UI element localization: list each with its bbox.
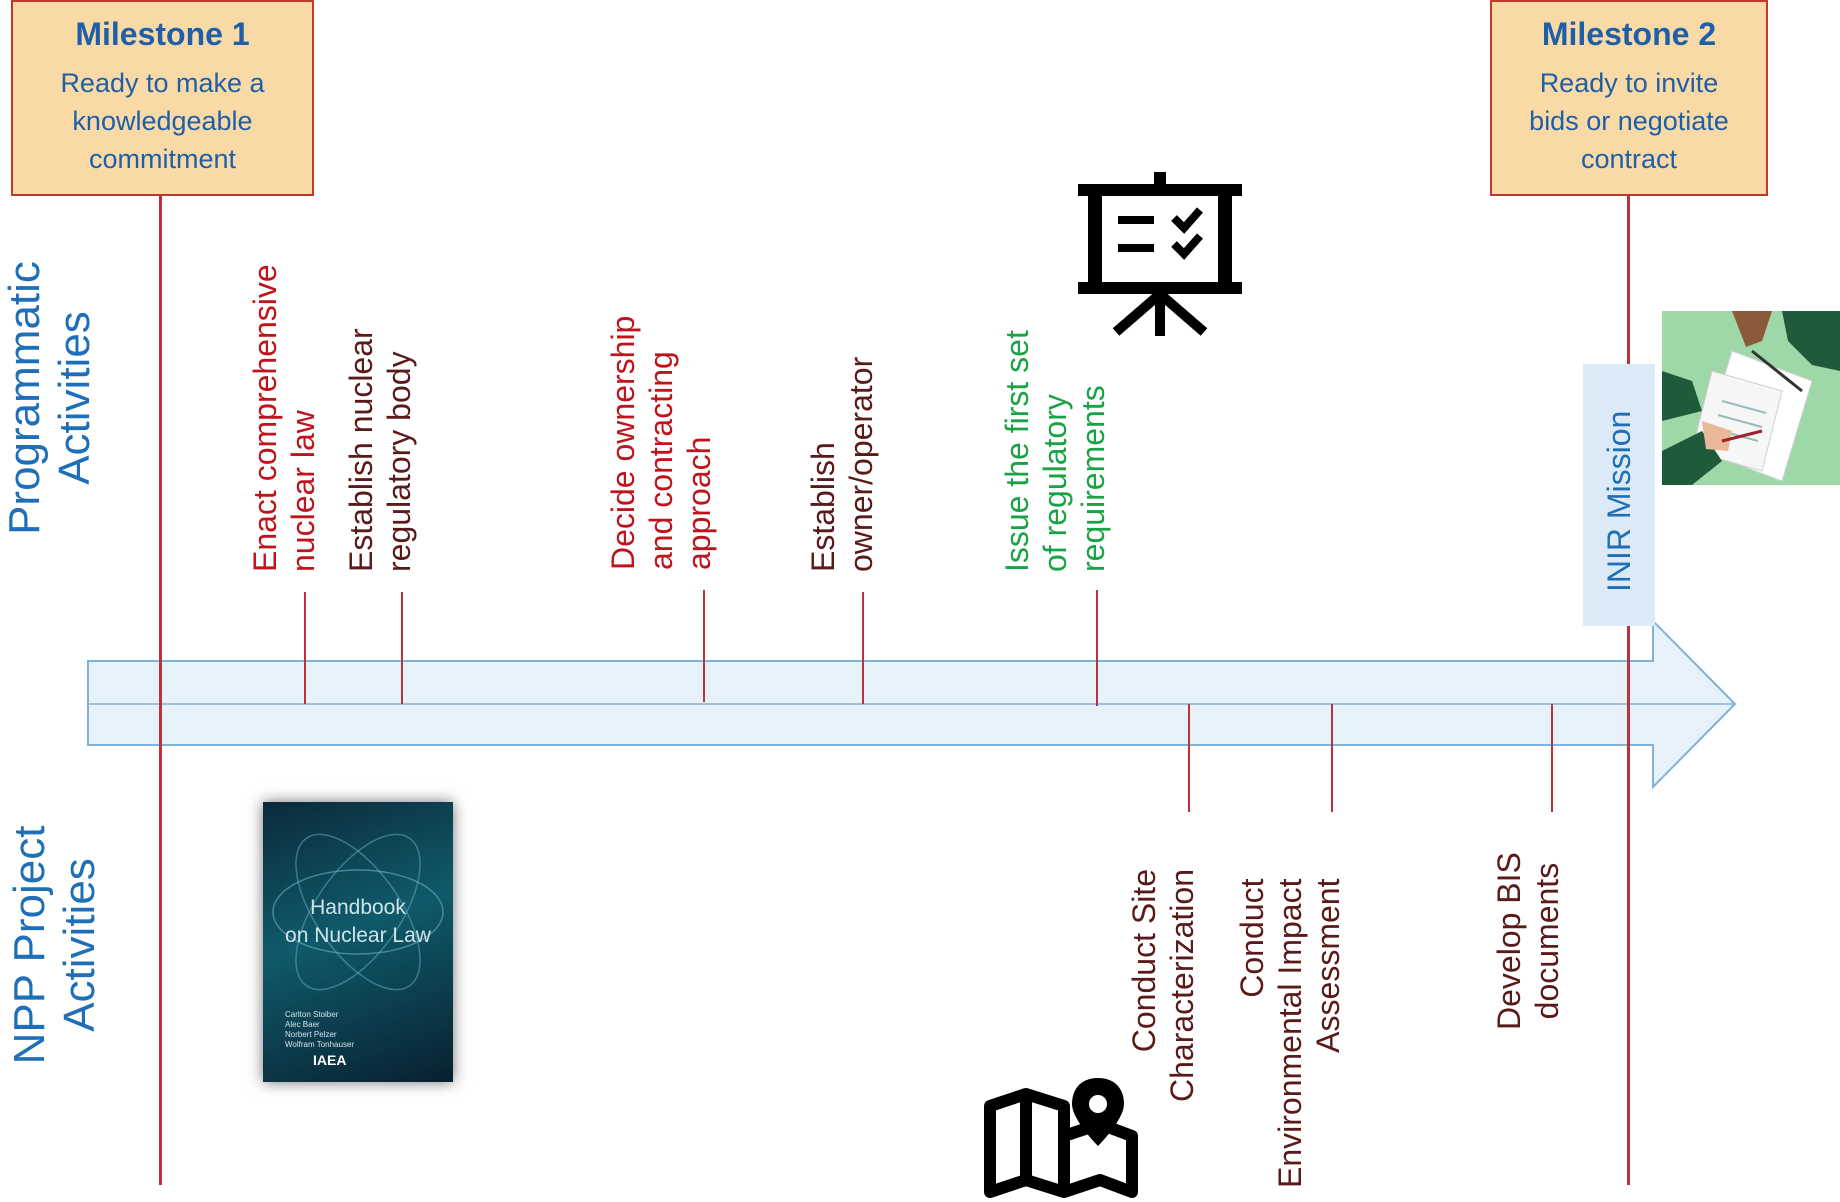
presentation-checklist-icon	[1074, 172, 1246, 340]
activity-label-line: Assessment	[1310, 878, 1346, 1053]
map-pin-icon	[980, 1072, 1142, 1202]
book-author: Alec Baer	[285, 1020, 320, 1029]
section-label-line: Activities	[50, 311, 99, 485]
book-title-line: on Nuclear Law	[285, 924, 431, 947]
activity-label-line: nuclear law	[285, 410, 321, 572]
milestone-2-box	[1490, 0, 1768, 196]
activity-tick	[1188, 704, 1190, 812]
contract-signing-image	[1662, 311, 1840, 485]
activity-tick	[401, 592, 403, 704]
contract-graphic	[1662, 311, 1840, 485]
book-author: Carlton Stoiber	[285, 1010, 339, 1019]
activity-label-line: Decide ownership	[605, 315, 641, 570]
book-publisher: IAEA	[313, 1052, 347, 1068]
milestone-1-line	[159, 195, 162, 1185]
activity-tick	[1551, 704, 1553, 812]
activity-environmental-impact	[1233, 879, 1347, 1188]
book-author: Wolfram Tonhauser	[285, 1040, 355, 1049]
milestone-1-desc-line: Ready to make a	[60, 68, 265, 98]
activity-label-line: Characterization	[1164, 869, 1200, 1102]
activity-enact-nuclear-law	[246, 264, 322, 572]
milestone-2-desc-line: Ready to invite	[1539, 68, 1719, 98]
book-author: Norbert Pelzer	[285, 1030, 337, 1039]
activity-label-line: Issue the first set	[999, 330, 1035, 572]
activity-develop-bis	[1490, 852, 1566, 1030]
milestone-2-title: Milestone 2	[1541, 16, 1717, 52]
activity-label-line: Conduct Site	[1126, 869, 1162, 1053]
activity-tick	[1096, 590, 1098, 706]
milestone-1-desc-line: commitment	[88, 144, 237, 174]
activity-label-line: Develop BIS	[1491, 852, 1527, 1030]
inir-mission-label: INIR Mission	[1601, 410, 1637, 592]
activity-decide-ownership	[604, 316, 718, 570]
activity-label-line: Enact comprehensive	[247, 264, 283, 572]
activity-tick	[1331, 704, 1333, 812]
activity-label-line: of regulatory	[1037, 394, 1073, 572]
activity-establish-regulatory-body	[342, 328, 418, 572]
handbook-cover-image	[263, 802, 453, 1082]
section-label-line: NPP Project	[5, 825, 54, 1065]
milestone-2-line	[1627, 195, 1630, 1185]
activity-establish-owner-operator	[804, 357, 880, 572]
milestone-2-desc-line: contract	[1580, 144, 1678, 174]
section-label-line: Programmatic	[0, 261, 49, 535]
activity-label-line: approach	[681, 436, 717, 570]
book-title-line: Handbook	[310, 896, 406, 919]
activity-label-line: owner/operator	[843, 356, 879, 572]
activity-label-line: Establish	[805, 442, 841, 572]
section-label-npp	[5, 805, 105, 1085]
milestone-1-box	[11, 0, 314, 196]
activity-label-line: regulatory body	[381, 351, 417, 572]
activity-issue-regulatory-requirements	[998, 330, 1112, 572]
activity-label-line: requirements	[1075, 385, 1111, 572]
activity-site-characterization	[1125, 869, 1201, 1102]
section-label-line: Activities	[55, 858, 104, 1032]
activity-label-line: Environmental Impact	[1272, 878, 1308, 1188]
milestone-1-desc-line: knowledgeable	[72, 106, 253, 136]
activity-tick	[862, 592, 864, 704]
section-label-programmatic	[0, 228, 100, 568]
milestone-2-desc-line: bids or negotiate	[1529, 106, 1729, 136]
milestone-1-title: Milestone 1	[75, 16, 250, 52]
activity-tick	[304, 592, 306, 704]
activity-tick	[703, 590, 705, 702]
activity-label-line: Establish nuclear	[343, 328, 379, 572]
activity-label-line: and contracting	[643, 351, 679, 570]
activity-label-line: Conduct	[1234, 878, 1270, 998]
activity-label-line: documents	[1529, 862, 1565, 1020]
